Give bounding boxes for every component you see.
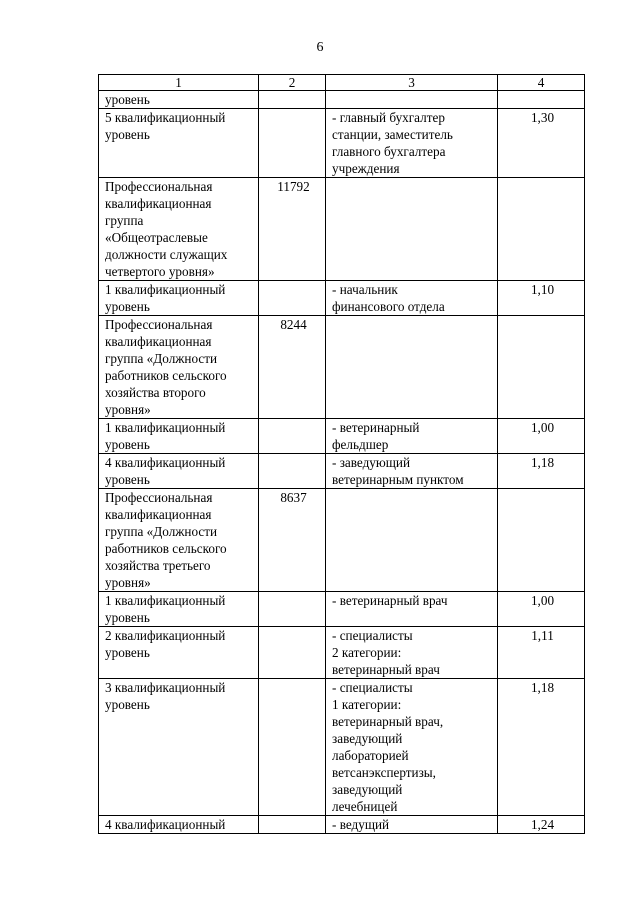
- position-cell: [326, 178, 498, 281]
- position-text: - ветеринарный врач: [332, 593, 448, 608]
- table-row: [99, 316, 585, 419]
- table-row: [99, 281, 585, 316]
- column-header-2: 2: [259, 75, 326, 91]
- group-text: 1 квалификационный уровень: [105, 420, 226, 452]
- salary-cell: 8244: [259, 316, 326, 419]
- salary-cell: [259, 454, 326, 489]
- position-cell: [326, 419, 498, 454]
- group-cell: [99, 109, 259, 178]
- table-row: [99, 627, 585, 679]
- column-header-4: 4: [498, 75, 585, 91]
- position-text: - начальник финансового отдела: [332, 282, 445, 314]
- position-text: - ведущий: [332, 817, 390, 832]
- table-row: [99, 454, 585, 489]
- table-row: [99, 592, 585, 627]
- group-text: уровень: [105, 92, 150, 107]
- position-text: - специалисты 1 категории: ветеринарный врач, заведующий лабораторией ветсанэкспертизы, заведующий лечебницей: [332, 680, 444, 814]
- position-cell: [326, 109, 498, 178]
- group-cell: [99, 627, 259, 679]
- table-row: [99, 679, 585, 816]
- salary-cell: [259, 592, 326, 627]
- table-header-row: [99, 75, 585, 91]
- page-number: 6: [316, 40, 324, 55]
- group-cell: [99, 316, 259, 419]
- group-cell: [99, 281, 259, 316]
- group-cell: [99, 489, 259, 592]
- salary-cell: 11792: [259, 178, 326, 281]
- salary-cell: [259, 91, 326, 109]
- position-text: - главный бухгалтер станции, заместитель главного бухгалтера учреждения: [332, 110, 453, 176]
- salary-cell: [259, 816, 326, 834]
- coefficient-cell: 1,18: [498, 454, 585, 489]
- coefficient-cell: [498, 178, 585, 281]
- position-cell: [326, 91, 498, 109]
- coefficient-cell: [498, 489, 585, 592]
- group-cell: [99, 816, 259, 834]
- position-cell: [326, 316, 498, 419]
- group-cell: [99, 679, 259, 816]
- position-cell: [326, 281, 498, 316]
- group-cell: [99, 592, 259, 627]
- coefficient-cell: 1,24: [498, 816, 585, 834]
- position-text: - заведующий ветеринарным пунктом: [332, 455, 464, 487]
- position-cell: [326, 489, 498, 592]
- salary-cell: [259, 627, 326, 679]
- column-header-1: 1: [99, 75, 259, 91]
- group-text: 4 квалификационный: [105, 817, 226, 832]
- position-cell: [326, 627, 498, 679]
- position-cell: [326, 592, 498, 627]
- position-cell: [326, 679, 498, 816]
- coefficient-cell: 1,10: [498, 281, 585, 316]
- position-cell: [326, 454, 498, 489]
- table-row: [99, 91, 585, 109]
- position-text: - ветеринарный фельдшер: [332, 420, 420, 452]
- coefficient-cell: 1,30: [498, 109, 585, 178]
- group-cell: [99, 91, 259, 109]
- group-text: 3 квалификационный уровень: [105, 680, 226, 712]
- qualification-table: [98, 74, 585, 834]
- group-text: 2 квалификационный уровень: [105, 628, 226, 660]
- table-row: [99, 109, 585, 178]
- group-text: Профессиональная квалификационная группа «Общеотраслевые должности служащих четвертого уровня»: [105, 179, 228, 279]
- group-text: Профессиональная квалификационная группа «Должности работников сельского хозяйства третьего уровня»: [105, 490, 227, 590]
- table-row: [99, 816, 585, 834]
- salary-cell: [259, 109, 326, 178]
- group-cell: [99, 419, 259, 454]
- group-text: 1 квалификационный уровень: [105, 282, 226, 314]
- table-row: [99, 489, 585, 592]
- group-text: 5 квалификационный уровень: [105, 110, 226, 142]
- group-cell: [99, 178, 259, 281]
- position-text: - специалисты 2 категории: ветеринарный врач: [332, 628, 440, 677]
- salary-cell: [259, 419, 326, 454]
- coefficient-cell: [498, 91, 585, 109]
- table-row: [99, 419, 585, 454]
- salary-cell: [259, 679, 326, 816]
- coefficient-cell: 1,11: [498, 627, 585, 679]
- position-cell: [326, 816, 498, 834]
- salary-cell: [259, 281, 326, 316]
- group-text: 1 квалификационный уровень: [105, 593, 226, 625]
- table-row: [99, 178, 585, 281]
- coefficient-cell: 1,00: [498, 419, 585, 454]
- column-header-3: 3: [326, 75, 498, 91]
- coefficient-cell: 1,00: [498, 592, 585, 627]
- group-cell: [99, 454, 259, 489]
- coefficient-cell: 1,18: [498, 679, 585, 816]
- coefficient-cell: [498, 316, 585, 419]
- salary-cell: 8637: [259, 489, 326, 592]
- group-text: Профессиональная квалификационная группа «Должности работников сельского хозяйства второго уровня»: [105, 317, 227, 417]
- group-text: 4 квалификационный уровень: [105, 455, 226, 487]
